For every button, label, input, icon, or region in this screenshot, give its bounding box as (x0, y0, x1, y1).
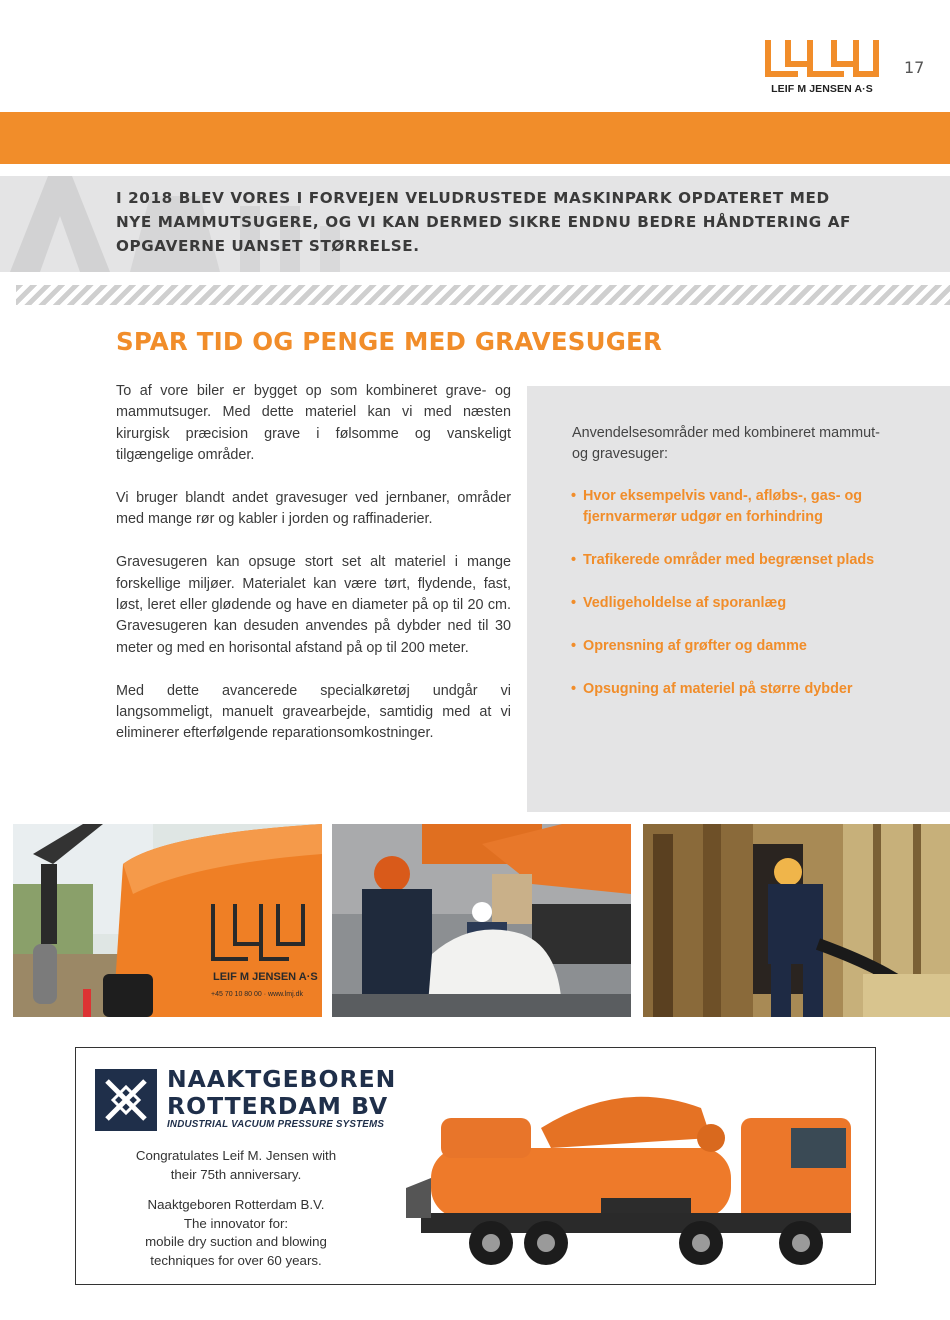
section-title: SPAR TID OG PENGE MED GRAVESUGER (116, 327, 663, 356)
ad-tagline: INDUSTRIAL VACUUM PRESSURE SYSTEMS (167, 1119, 385, 1130)
bullet-icon: • (571, 637, 577, 654)
ad-company-name-line2: ROTTERDAM BV (167, 1092, 389, 1120)
lmj-logo-mark-icon (762, 36, 882, 82)
logo-text: LEIF M JENSEN A·S (771, 83, 873, 95)
list-item-text: Vedligeholdelse af sporanlæg (583, 595, 787, 611)
bullet-icon: • (571, 680, 577, 697)
list-item (571, 550, 901, 571)
applications-list (571, 486, 901, 721)
body-paragraph: Vi bruger blandt andet gravesuger ved jernbaner, områder med mange rør og kabler i jorden og raffinaderier. (116, 490, 511, 528)
body-paragraph: Gravesugeren kan opsuge stort set alt materiel i mange forskellige miljøer. Materialet kan være tørt, flydende, fast, løst, leret eller glødende og have en diameter på op til 20 cm. Gravesugeren kan desuden anvendes på dybder ned til 30 meter og med en horisontal afstand på op til 200 meter. (116, 554, 511, 656)
list-item (571, 636, 901, 657)
orange-header-band (0, 112, 950, 164)
applications-intro: Anvendelsesområder med kombineret mammut- og gravesuger: (572, 425, 880, 463)
list-item (571, 679, 901, 700)
ad-congrats-line: their 75th anniversary. (170, 1167, 302, 1182)
list-item-text: Oprensning af grøfter og damme (583, 637, 807, 654)
naaktgeboren-advertisement (75, 1047, 876, 1285)
list-item (571, 593, 901, 614)
truck-phone-text: +45 70 10 80 00 · www.lmj.dk (211, 991, 304, 998)
intro-statement: I 2018 BLEV VORES I FORVEJEN VELUDRUSTEDE MASKINPARK OPDATERET MED NYE MAMMUTSUGERE, OG VI KAN DERMED SIKRE ENDNU BEDRE HÅNDTERING AF OPGAVERNE UANSET STØRRELSE. (116, 189, 852, 255)
ad-innovator-line: The innovator for: (183, 1215, 289, 1231)
applications-box (527, 386, 950, 812)
page-number: 17 (904, 58, 925, 77)
bullet-icon: • (571, 488, 577, 504)
truck-logo-text: LEIF M JENSEN A·S (213, 971, 318, 983)
photo-truck-crane (13, 824, 322, 1017)
intro-box (0, 176, 950, 272)
list-item (571, 486, 901, 529)
naaktgeboren-logo-icon (95, 1069, 157, 1131)
hatched-divider (16, 285, 950, 305)
photo-workers-bigbag (332, 824, 631, 1017)
ad-innovator-line: Naaktgeboren Rotterdam B.V. (147, 1197, 325, 1212)
bullet-icon: • (571, 595, 577, 611)
list-item-text: Opsugning af materiel på større dybder (583, 680, 853, 697)
ad-innovator-line: techniques for over 60 years. (150, 1252, 322, 1268)
ad-congratulations (96, 1146, 376, 1184)
body-text (116, 381, 511, 766)
ad-company-name-line1: NAAKTGEBOREN (167, 1065, 397, 1093)
bullet-icon: • (571, 552, 577, 569)
body-paragraph: Med dette avancerede specialkøretøj undgår vi langsommeligt, manuelt gravearbejde, samtidig med at vi eliminerer efterfølgende reparationsomkostninger. (116, 682, 511, 742)
company-logo (762, 36, 882, 98)
ad-congrats-line: Congratulates Leif M. Jensen with (135, 1148, 337, 1163)
ad-innovator-line: mobile dry suction and blowing (145, 1234, 327, 1249)
list-item-text: Trafikerede områder med begrænset plads (583, 552, 875, 569)
vacuum-truck-image (401, 1078, 861, 1278)
list-item-text: Hvor eksempelvis vand-, afløbs-, gas- og fjernvarmerør udgør en forhindring (583, 488, 863, 526)
body-paragraph: To af vore biler er bygget op som kombineret grave- og mammutsuger. Med dette materiel kan vi med næsten kirurgisk præcision grave i følsomme og vanskeligt tilgængelige områder. (116, 383, 511, 464)
photo-worker-tunnel (643, 824, 950, 1017)
ad-innovator-text (96, 1196, 376, 1270)
